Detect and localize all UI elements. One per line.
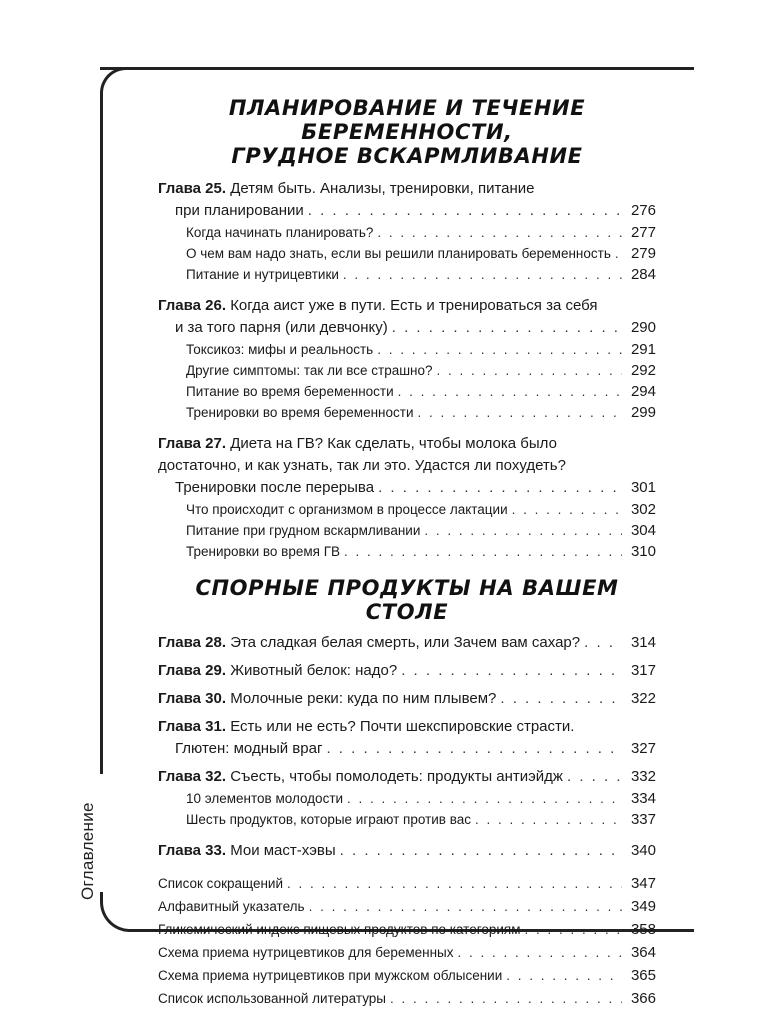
dot-leader	[287, 872, 622, 895]
toc-subentry[interactable]	[158, 809, 656, 830]
chapter-title: Съесть, чтобы помолодеть: продукты антиэйдж	[230, 768, 563, 785]
chapter-title-cont: и за того парня (или девчонку)	[175, 319, 388, 336]
dot-leader	[309, 895, 622, 918]
dot-leader	[378, 477, 622, 499]
chapter-title: Мои маст-хэвы	[230, 842, 336, 859]
page-number: 337	[630, 811, 656, 828]
page-number: 290	[630, 319, 656, 336]
page-frame-corner-bottom	[100, 892, 140, 932]
subentry-title: Токсикоз: мифы и реальность	[186, 342, 374, 357]
chapter-26-heading[interactable]	[158, 295, 656, 317]
subentry-title: 10 элементов молодости	[186, 791, 344, 806]
page-number: 304	[630, 522, 656, 539]
section-title-products: СПОРНЫЕ ПРОДУКТЫ НА ВАШЕМ СТОЛЕ	[195, 576, 619, 624]
page-number: 299	[630, 404, 656, 421]
dot-leader	[437, 360, 622, 381]
chapter-title-cont: Глютен: модный враг	[175, 740, 323, 757]
dot-leader	[344, 541, 622, 562]
page-number: 365	[630, 967, 656, 984]
toc-appendix-entry[interactable]	[158, 872, 656, 895]
dot-leader	[525, 918, 623, 941]
toc-entry-chapter-33[interactable]	[158, 840, 656, 862]
dot-leader	[308, 200, 622, 222]
toc-subentry[interactable]	[158, 222, 656, 243]
toc-subentry[interactable]	[158, 499, 656, 520]
subentry-title: Тренировки во время беременности	[186, 405, 414, 420]
toc-entry-chapter-32[interactable]	[158, 766, 656, 788]
chapter-number: Глава 27.	[158, 435, 227, 452]
dot-leader	[584, 632, 622, 654]
page-number: 366	[630, 990, 656, 1007]
toc-entry-chapter-28[interactable]	[158, 632, 656, 654]
dot-leader	[340, 840, 622, 862]
page-number: 277	[630, 224, 656, 241]
chapter-number: Глава 29.	[158, 662, 227, 679]
toc-entry[interactable]	[158, 317, 656, 339]
dot-leader	[475, 809, 622, 830]
dot-leader	[506, 964, 622, 987]
toc-appendix-entry[interactable]	[158, 895, 656, 918]
dot-leader	[326, 738, 622, 760]
toc-entry-chapter-30[interactable]	[158, 688, 656, 710]
toc-subentry[interactable]	[158, 788, 656, 809]
dot-leader	[377, 339, 622, 360]
page-frame-top-line	[100, 67, 694, 70]
dot-leader	[500, 688, 622, 710]
chapter-31-heading[interactable]	[158, 716, 656, 738]
page-number: 364	[630, 944, 656, 961]
dot-leader	[401, 660, 622, 682]
page-number: 349	[630, 898, 656, 915]
chapter-title: Молочные реки: куда по ним плывем?	[230, 690, 497, 707]
chapter-title-cont: достаточно, и как узнать, так ли это. Удастся ли похудеть?	[158, 457, 566, 474]
appendix-title: Список использованной литературы	[158, 991, 386, 1006]
side-label: Оглавление	[78, 802, 97, 900]
section-title-line: ПЛАНИРОВАНИЕ И ТЕЧЕНИЕ БЕРЕМЕННОСТИ,	[228, 96, 586, 144]
toc-appendix-entry[interactable]	[158, 964, 656, 987]
dot-leader	[398, 381, 622, 402]
dot-leader	[424, 520, 622, 541]
dot-leader	[347, 788, 622, 809]
page-number: 279	[630, 245, 656, 262]
chapter-title: Детям быть. Анализы, тренировки, питание	[230, 180, 535, 197]
chapter-number: Глава 30.	[158, 690, 227, 707]
chapter-title: Диета на ГВ? Как сделать, чтобы молока было	[230, 435, 557, 452]
dot-leader	[392, 317, 622, 339]
toc-entry[interactable]	[158, 477, 656, 499]
dot-leader	[615, 243, 622, 264]
dot-leader	[377, 222, 622, 243]
page-number: 291	[630, 341, 656, 358]
chapter-number: Глава 33.	[158, 842, 227, 859]
page-number: 322	[630, 690, 656, 707]
page-number: 310	[630, 543, 656, 560]
dot-leader	[567, 766, 622, 788]
subentry-title: Питание и нутрицевтики	[186, 267, 339, 282]
section-title-line: ГРУДНОЕ ВСКАРМЛИВАНИЕ	[231, 144, 583, 168]
page-number: 314	[630, 634, 656, 651]
subentry-title: О чем вам надо знать, если вы решили планировать беременность	[186, 246, 611, 261]
page-number: 317	[630, 662, 656, 679]
subentry-title: Тренировки во время ГВ	[186, 544, 341, 559]
page-number: 327	[630, 740, 656, 757]
subentry-title: Что происходит с организмом в процессе лактации	[186, 502, 508, 517]
page-number: 334	[630, 790, 656, 807]
page-number: 358	[630, 921, 656, 938]
page-number: 332	[630, 768, 656, 785]
toc-appendix-entry[interactable]	[158, 941, 656, 964]
table-of-contents	[158, 96, 656, 1010]
chapter-title-cont: Тренировки после перерыва	[175, 479, 375, 496]
subentry-title: Питание при грудном вскармливании	[186, 523, 421, 538]
chapter-number: Глава 28.	[158, 634, 227, 651]
page-number: 284	[630, 266, 656, 283]
page-frame-corner-top	[100, 67, 130, 97]
toc-entry[interactable]	[158, 738, 656, 760]
toc-entry[interactable]	[158, 200, 656, 222]
dot-leader	[417, 402, 622, 423]
dot-leader	[458, 941, 623, 964]
page-number: 276	[630, 202, 656, 219]
chapter-title: Эта сладкая белая смерть, или Зачем вам сахар?	[230, 634, 581, 651]
subentry-title: Другие симптомы: так ли все страшно?	[186, 363, 433, 378]
toc-appendix-entry[interactable]	[158, 987, 656, 1010]
toc-subentry[interactable]	[158, 520, 656, 541]
appendix-title: Схема приема нутрицевтиков для беременных	[158, 945, 454, 960]
chapter-25-heading[interactable]	[158, 178, 656, 200]
section-title-pregnancy	[158, 96, 656, 168]
page-number: 302	[630, 501, 656, 518]
dot-leader	[343, 264, 622, 285]
dot-leader	[390, 987, 622, 1010]
toc-entry-chapter-29[interactable]	[158, 660, 656, 682]
chapter-number: Глава 25.	[158, 180, 227, 197]
appendix-title: Схема приема нутрицевтиков при мужском облысении	[158, 968, 503, 983]
dot-leader	[512, 499, 622, 520]
toc-subentry[interactable]	[158, 381, 656, 402]
toc-subentry[interactable]	[158, 360, 656, 381]
chapter-27-heading[interactable]	[158, 433, 656, 455]
toc-appendix-entry[interactable]	[158, 918, 656, 941]
toc-subentry[interactable]	[158, 402, 656, 423]
page-frame-left-line	[100, 94, 103, 774]
appendix-title: Список сокращений	[158, 876, 284, 891]
subentry-title: Шесть продуктов, которые играют против вас	[186, 812, 472, 827]
appendix-title: Алфавитный указатель	[158, 899, 305, 914]
page-number: 294	[630, 383, 656, 400]
page-number: 340	[630, 842, 656, 859]
subentry-title: Питание во время беременности	[186, 384, 394, 399]
page-number: 347	[630, 875, 656, 892]
subentry-title: Когда начинать планировать?	[186, 225, 374, 240]
toc-subentry[interactable]	[158, 541, 656, 562]
chapter-number: Глава 32.	[158, 768, 227, 785]
chapter-number: Глава 31.	[158, 718, 227, 735]
chapter-title: Есть или не есть? Почти шекспировские страсти.	[230, 718, 575, 735]
chapter-title: Животный белок: надо?	[230, 662, 398, 679]
page-number: 301	[630, 479, 656, 496]
chapter-title: Когда аист уже в пути. Есть и тренироваться за себя	[230, 297, 598, 314]
page-number: 292	[630, 362, 656, 379]
appendix-title: Гликемический индекс пищевых продуктов по категориям	[158, 922, 521, 937]
chapter-title-cont: при планировании	[175, 202, 304, 219]
toc-subentry[interactable]	[158, 243, 656, 264]
toc-subentry[interactable]	[158, 339, 656, 360]
chapter-number: Глава 26.	[158, 297, 227, 314]
toc-subentry[interactable]	[158, 264, 656, 285]
